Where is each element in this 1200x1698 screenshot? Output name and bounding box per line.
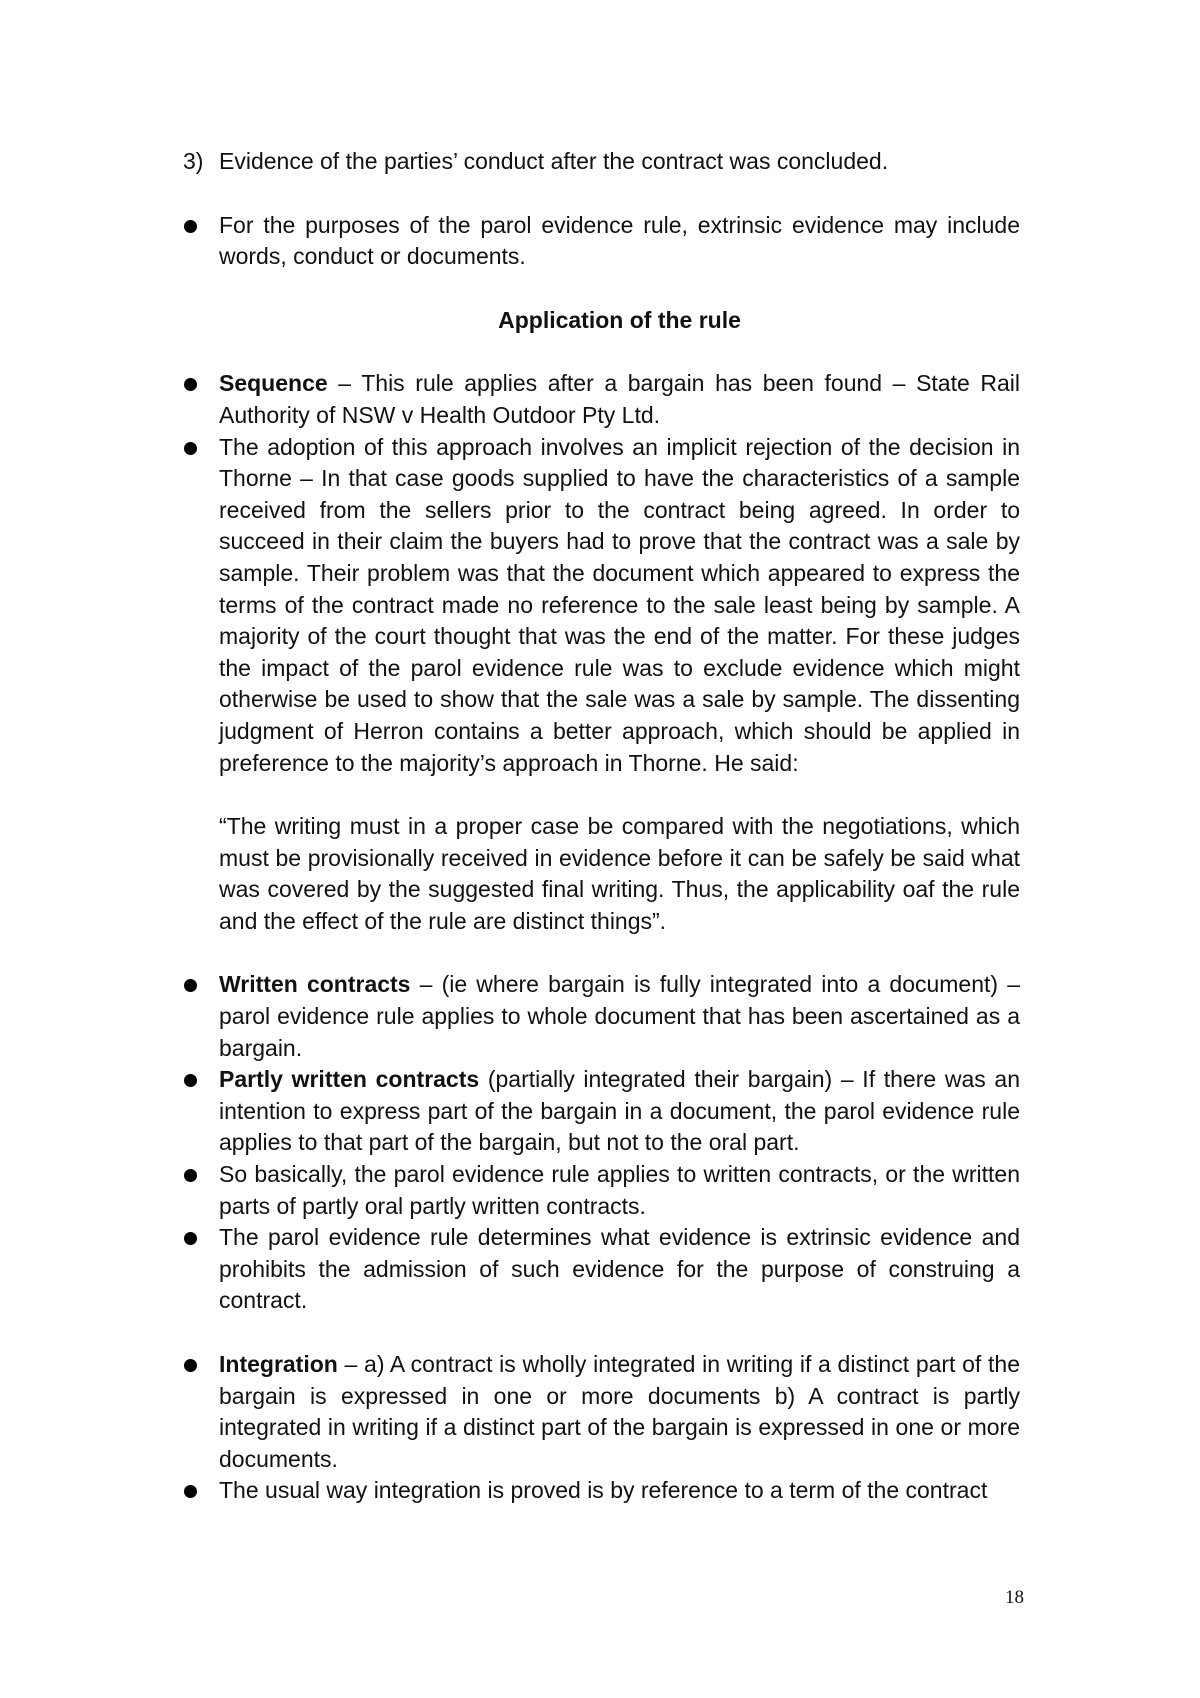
bullet-icon xyxy=(184,1074,197,1087)
page-number: 18 xyxy=(1005,1587,1024,1608)
bullet-icon xyxy=(184,1169,197,1182)
section-heading: Application of the rule xyxy=(498,306,741,333)
bullet-item xyxy=(183,1475,1020,1507)
bullet-text: So basically, the parol evidence rule applies to written contracts, or the written parts of partly oral partly written contracts. xyxy=(219,1161,1020,1219)
bullet-list xyxy=(183,368,1020,779)
bullet-text: – a) A contract is wholly integrated in writing if a distinct part of the bargain is expressed in one or more documents b) A contract is partly integrated in writing if a distinct part of the bargain is expressed in one or more documents. xyxy=(219,1351,1020,1472)
block-quote: “The writing must in a proper case be compared with the negotiations, which must be provisionally received in evidence before it can be safely be said what was covered by the suggested final writing. Thus, the applicability oaf the rule and the effect of the rule are distinct things”. xyxy=(219,813,1020,934)
numbered-item xyxy=(183,146,1020,178)
bullet-item xyxy=(183,1222,1020,1317)
bullet-item xyxy=(183,969,1020,1064)
bullet-term: Integration xyxy=(219,1351,338,1377)
bullet-text: – (ie where bargain is fully integrated into a document) – parol evidence rule applies to whole document that has been ascertained as a bargain. xyxy=(219,971,1021,1061)
bullet-icon xyxy=(184,378,197,391)
list-number: 3) xyxy=(183,148,204,174)
bullet-text: (partially integrated their bargain) – If there was an intention to express part of the bargain in a document, the parol evidence rule applies to that part of the bargain, but not to the oral part. xyxy=(219,1066,1020,1156)
bullet-item xyxy=(183,432,1020,780)
bullet-icon xyxy=(184,1359,197,1372)
bullet-icon xyxy=(184,442,197,455)
bullet-item xyxy=(183,1159,1020,1222)
bullet-text: For the purposes of the parol evidence rule, extrinsic evidence may include words, conduct or documents. xyxy=(219,211,1020,270)
bullet-text: The usual way integration is proved is by reference to a term of the contract xyxy=(219,1477,988,1504)
numbered-item-text: Evidence of the parties’ conduct after the contract was concluded. xyxy=(219,148,889,174)
bullet-icon xyxy=(184,220,197,233)
bullet-list xyxy=(183,969,1020,1317)
bullet-icon xyxy=(184,1485,197,1498)
bullet-icon xyxy=(184,979,197,992)
bullet-item xyxy=(183,210,1020,273)
bullet-item xyxy=(183,368,1020,431)
bullet-item xyxy=(183,1349,1020,1475)
bullet-icon xyxy=(184,1232,197,1245)
bullet-text: – This rule applies after a bargain has been found – State Rail Authority of NSW v Health Outdoor Pty Ltd. xyxy=(219,370,1020,428)
bullet-text: The parol evidence rule determines what evidence is extrinsic evidence and prohibits the admission of such evidence for the purpose of construing a contract. xyxy=(219,1224,1020,1314)
page-content xyxy=(183,146,1020,1507)
bullet-term: Sequence xyxy=(219,370,328,397)
bullet-item xyxy=(183,1064,1020,1159)
bullet-list xyxy=(183,1349,1020,1507)
bullet-term: Written contracts xyxy=(219,971,411,998)
bullet-term: Partly written contracts xyxy=(219,1066,480,1093)
bullet-text: The adoption of this approach involves an implicit rejection of the decision in Thorne – In that case goods supplied to have the characteristics of a sample received from the sellers prior to the contract being agreed. In order to succeed in their claim the buyers had to prove that the contract was a sale by sample. Their problem was that the document which appeared to express the terms of the contract made no reference to the sale least being by sample. A majority of the court thought that was the end of the matter. For these judges the impact of the parol evidence rule was to exclude evidence which might otherwise be used to show that the sale was a sale by sample. The dissenting judgment of Herron contains a better approach, which should be applied in preference to the majority’s approach in Thorne. He said: xyxy=(219,433,1020,776)
